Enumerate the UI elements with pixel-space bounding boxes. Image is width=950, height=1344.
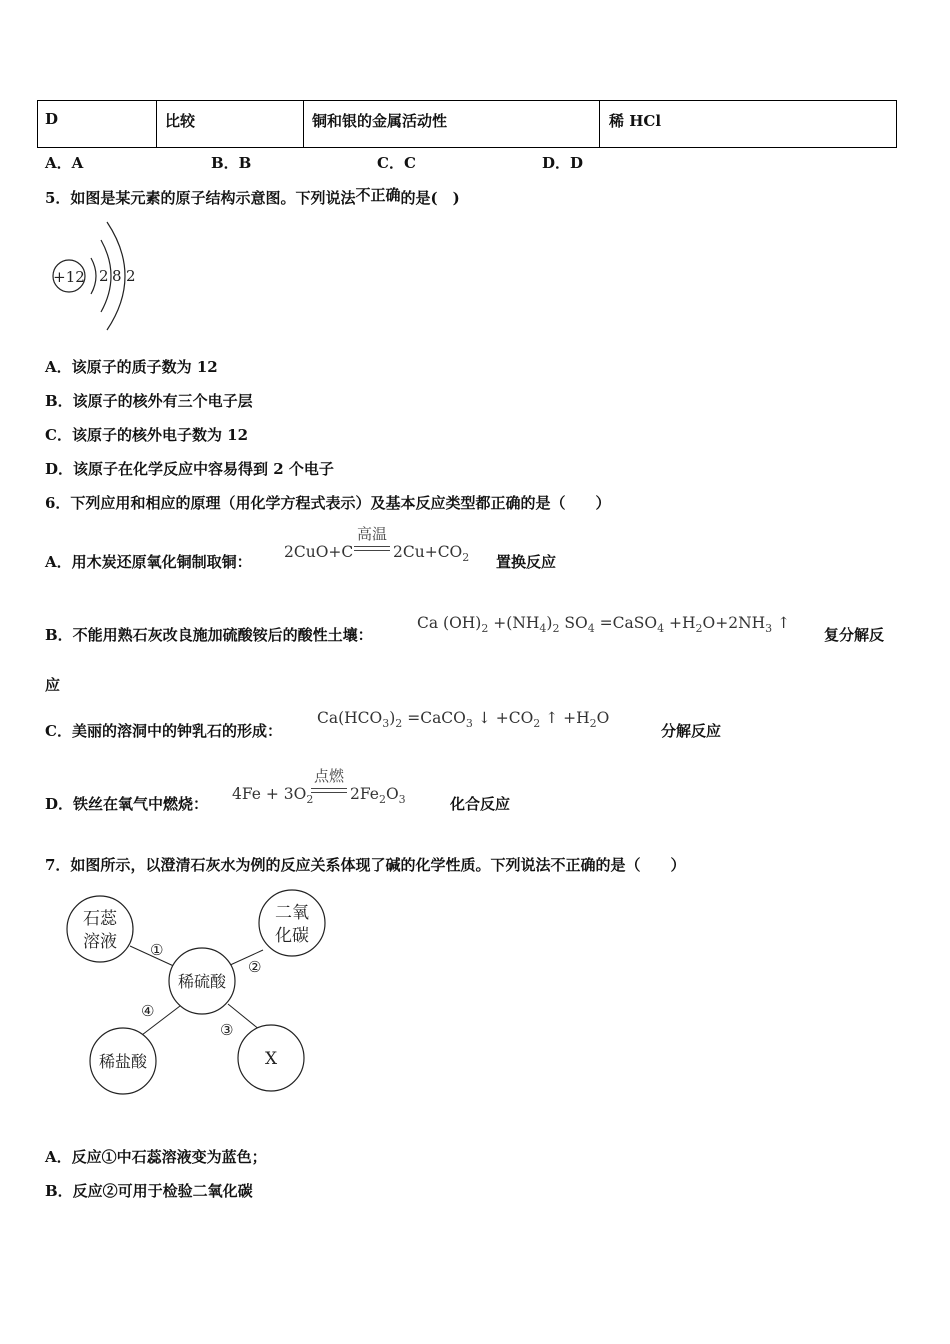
q5-stem: 5．如图是某元素的原子结构示意图。下列说法不正确的是( ) <box>45 186 460 207</box>
edge-label-4: ④ <box>141 1002 155 1020</box>
node-hcl-label: 稀盐酸 <box>98 1052 148 1071</box>
q6-d-right: $2Fe_2O_3$ <box>350 785 406 807</box>
q6-d-left: $4Fe + 3O_2$ <box>232 785 314 807</box>
q6-d-condition: 点燃 <box>313 767 344 785</box>
edge-label-1: ① <box>150 941 164 959</box>
q5-option-d[interactable]: D．该原子在化学反应中容易得到 2 个电子 <box>45 460 334 478</box>
shell-arc-1 <box>91 258 96 294</box>
q6-a-type: 置换反应 <box>496 553 557 571</box>
q6-c-equation: $Ca(HCO_3)_2$ =CaCO$_3$ ↓ $+CO_2$ ↑ $+H_2O$ <box>317 709 610 731</box>
q4-option-b[interactable]: B．B <box>211 154 252 172</box>
node-litmus-line1: 石蕊 <box>83 909 117 929</box>
q5-option-a[interactable]: A．该原子的质子数为 12 <box>45 358 218 376</box>
node-litmus <box>67 896 133 962</box>
shell-2-count: 8 <box>112 267 122 285</box>
q4-option-a[interactable]: A．A <box>45 154 84 172</box>
q7-option-a[interactable]: A．反应①中石蕊溶液变为蓝色； <box>45 1148 267 1166</box>
nucleus-charge: +12 <box>53 268 85 286</box>
node-x-label: X <box>264 1049 278 1069</box>
table-cell-reagent: 稀 HCl <box>609 112 662 130</box>
q4-option-c[interactable]: C．C <box>377 154 416 172</box>
edge-label-3: ③ <box>220 1021 234 1039</box>
q6-d-type: 化合反应 <box>450 795 511 813</box>
q6-option-c-label[interactable]: C．美丽的溶洞中的钟乳石的形成： <box>45 722 282 740</box>
edge-label-2: ② <box>248 958 262 976</box>
node-co2-line2: 化碳 <box>275 926 309 946</box>
q6-b-type-wrap: 应 <box>45 676 61 694</box>
table-cell-method: 比较 <box>165 112 196 130</box>
q6-a-condition: 高温 <box>356 525 387 543</box>
q6-b-equation: Ca $(OH)_2 +(NH_4)_2$ $SO_4$ =CaSO$_4$ $+H_2O+2NH_3$ ↑ <box>417 614 791 636</box>
q6-stem: 6．下列应用和相应的原理（用化学方程式表示）及基本反应类型都正确的是（ ） <box>45 494 611 512</box>
shell-1-count: 2 <box>99 267 109 285</box>
q6-a-right: $2Cu+CO_2$ <box>393 543 470 565</box>
table-cell-purpose: 铜和银的金属活动性 <box>312 112 448 130</box>
q6-option-a-label[interactable]: A．用木炭还原氧化铜制取铜： <box>45 553 252 571</box>
q6-a-left: 2CuO+C <box>284 543 354 561</box>
q6-option-d-label[interactable]: D．铁丝在氧气中燃烧： <box>45 795 209 813</box>
node-co2-line1: 二氧 <box>275 903 309 923</box>
shell-3-count: 2 <box>126 267 136 285</box>
base-reaction-diagram <box>60 886 340 1101</box>
q7-stem: 7．如图所示，以澄清石灰水为例的反应关系体现了碱的化学性质。下列说法不正确的是（ ） <box>45 856 686 874</box>
q4-option-d[interactable]: D．D <box>542 154 584 172</box>
q7-option-b[interactable]: B．反应②可用于检验二氧化碳 <box>45 1182 253 1200</box>
q6-c-type: 分解反应 <box>661 722 722 740</box>
node-litmus-line2: 溶液 <box>83 932 117 952</box>
q5-option-b[interactable]: B．该原子的核外有三个电子层 <box>45 392 253 410</box>
node-co2 <box>259 890 325 956</box>
q6-option-b-label[interactable]: B．不能用熟石灰改良施加硫酸铵后的酸性土壤： <box>45 626 373 644</box>
table-cell-option: D <box>45 110 59 128</box>
node-h2so4-label: 稀硫酸 <box>177 972 227 991</box>
q6-b-type: 复分解反 <box>824 626 885 644</box>
atom-structure-diagram <box>45 218 145 333</box>
q5-option-c[interactable]: C．该原子的核外电子数为 12 <box>45 426 249 444</box>
